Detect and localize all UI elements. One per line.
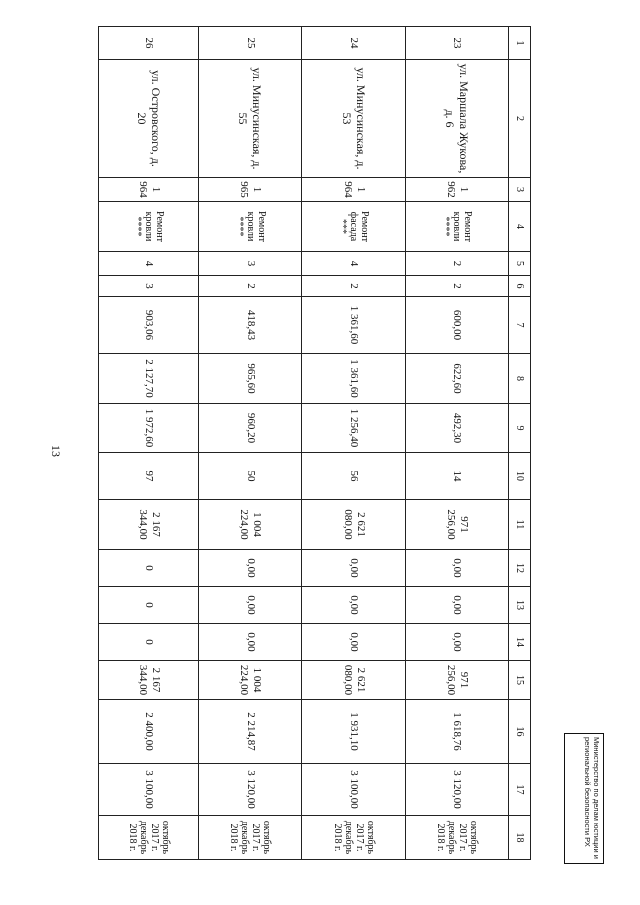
value-cell: 971 256,00: [405, 500, 508, 550]
period-cell: октябрь 2017 г. декабрь 2018 г.: [199, 816, 302, 860]
column-number: 8: [508, 354, 530, 404]
value-cell: 622,60: [405, 354, 508, 404]
column-number: 3: [508, 178, 530, 202]
address-cell: ул. Островского, д. 20: [99, 60, 199, 178]
value-cell: 3: [199, 252, 302, 276]
column-number: 17: [508, 764, 530, 816]
row-number: 26: [99, 27, 199, 60]
column-number: 1: [508, 27, 530, 60]
row-number: 23: [405, 27, 508, 60]
value-cell: 2 127,70: [99, 354, 199, 404]
value-cell: 2: [302, 276, 405, 297]
value-cell: 0: [99, 587, 199, 624]
year-cell: 1 962: [405, 178, 508, 202]
value-cell: 97: [99, 453, 199, 500]
value-cell: 0: [99, 624, 199, 661]
value-cell: 0,00: [405, 624, 508, 661]
address-cell: ул. Минусинская, д. 55: [199, 60, 302, 178]
column-number: 12: [508, 550, 530, 587]
address-cell: ул. Маршала Жукова, д. 6: [405, 60, 508, 178]
value-cell: 14: [405, 453, 508, 500]
column-number: 18: [508, 816, 530, 860]
table-row: [405, 27, 508, 860]
repair-table: [98, 26, 531, 860]
table-row: [302, 27, 405, 860]
column-number: 11: [508, 500, 530, 550]
column-number: 10: [508, 453, 530, 500]
value-cell: 2: [199, 276, 302, 297]
value-cell: 2: [405, 276, 508, 297]
period-cell: октябрь 2017 г. декабрь 2018 г.: [99, 816, 199, 860]
column-number: 15: [508, 661, 530, 700]
value-cell: 1 004 224,00: [199, 500, 302, 550]
value-cell: 960,20: [199, 404, 302, 453]
value-cell: 0,00: [199, 550, 302, 587]
value-cell: 1 618,76: [405, 700, 508, 764]
row-number: 25: [199, 27, 302, 60]
value-cell: 2 621 080,00: [302, 500, 405, 550]
column-number: 6: [508, 276, 530, 297]
value-cell: 3 100,00: [302, 764, 405, 816]
value-cell: 1 256,40: [302, 404, 405, 453]
table-row: [99, 27, 199, 860]
work-type-cell: Ремонт кровли ****: [405, 202, 508, 252]
value-cell: 2 400,00: [99, 700, 199, 764]
value-cell: 1 361,60: [302, 297, 405, 354]
year-cell: 1 964: [302, 178, 405, 202]
column-number-row: [508, 27, 530, 860]
value-cell: 3 120,00: [199, 764, 302, 816]
value-cell: 0,00: [302, 587, 405, 624]
year-cell: 1 965: [199, 178, 302, 202]
value-cell: 0,00: [405, 587, 508, 624]
column-number: 7: [508, 297, 530, 354]
value-cell: 0,00: [302, 624, 405, 661]
work-type-cell: Ремонт кровли ****: [199, 202, 302, 252]
row-number: 24: [302, 27, 405, 60]
ministry-stamp: [564, 733, 604, 864]
period-cell: октябрь 2017 г. декабрь 2018 г.: [302, 816, 405, 860]
column-number: 14: [508, 624, 530, 661]
column-number: 5: [508, 252, 530, 276]
period-cell: октябрь 2017 г. декабрь 2018 г.: [405, 816, 508, 860]
stamp-text: Министерство по делам юстиции и региональной безопасности РХ: [583, 737, 601, 859]
value-cell: 0,00: [302, 550, 405, 587]
year-cell: 1 964: [99, 178, 199, 202]
value-cell: 492,30: [405, 404, 508, 453]
value-cell: 2 167 344,00: [99, 500, 199, 550]
value-cell: 965,60: [199, 354, 302, 404]
value-cell: 0,00: [405, 550, 508, 587]
work-type-cell: Ремонт фасада ***: [302, 202, 405, 252]
value-cell: 0,00: [199, 587, 302, 624]
value-cell: 1 972,60: [99, 404, 199, 453]
value-cell: 2 167 344,00: [99, 661, 199, 700]
value-cell: 2: [405, 252, 508, 276]
table-container: [98, 26, 531, 859]
value-cell: 2 214,87: [199, 700, 302, 764]
value-cell: 1 004 224,00: [199, 661, 302, 700]
value-cell: 418,43: [199, 297, 302, 354]
page-number: 13: [49, 445, 63, 457]
value-cell: 903,06: [99, 297, 199, 354]
address-cell: ул. Минусинская, д. 53: [302, 60, 405, 178]
value-cell: 1 361,60: [302, 354, 405, 404]
value-cell: 0: [99, 550, 199, 587]
column-number: 9: [508, 404, 530, 453]
work-type-cell: Ремонт кровли ****: [99, 202, 199, 252]
value-cell: 0,00: [199, 624, 302, 661]
value-cell: 4: [99, 252, 199, 276]
value-cell: 2 621 080,00: [302, 661, 405, 700]
value-cell: 3 100,00: [99, 764, 199, 816]
value-cell: 50: [199, 453, 302, 500]
value-cell: 56: [302, 453, 405, 500]
column-number: 2: [508, 60, 530, 178]
value-cell: 600,00: [405, 297, 508, 354]
value-cell: 3 120,00: [405, 764, 508, 816]
value-cell: 971 256,00: [405, 661, 508, 700]
column-number: 4: [508, 202, 530, 252]
value-cell: 4: [302, 252, 405, 276]
value-cell: 3: [99, 276, 199, 297]
table-row: [199, 27, 302, 860]
value-cell: 1 931,10: [302, 700, 405, 764]
column-number: 16: [508, 700, 530, 764]
column-number: 13: [508, 587, 530, 624]
